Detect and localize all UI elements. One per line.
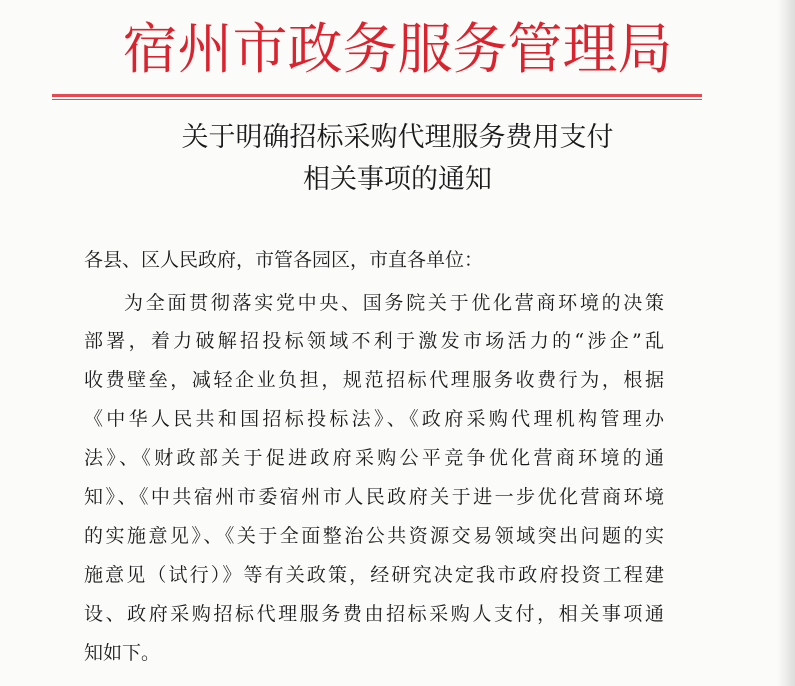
header-red-rule [52, 94, 702, 100]
salutation: 各县、区人民政府，市管各园区，市直各单位： [84, 249, 484, 271]
title-line-1: 关于明确招标采购代理服务费用支付 [181, 122, 614, 153]
body-line: 知》、《中共宿州市委宿州市人民政府关于进一步优化营商环境 [84, 486, 664, 508]
body-line: 为全面贯彻落实党中央、国务院关于优化营商环境的决策 [124, 292, 664, 314]
title-line-2: 相关事项的通知 [303, 164, 492, 195]
body-line: 知如下。 [84, 642, 161, 664]
body-line: 收费壁垒，减轻企业负担，规范招标代理服务收费行为，根据 [84, 369, 664, 391]
body-line: 法》、《财政部关于促进政府采购公平竞争优化营商环境的通 [84, 447, 664, 469]
page-edge-shadow [777, 0, 795, 686]
body-line: 施意见（试行）》等有关政策，经研究决定我市政府投资工程建 [84, 564, 664, 586]
body-line: 设、政府采购招标代理服务费由招标采购人支付，相关事项通 [84, 603, 664, 625]
body-line: 《中华人民共和国招标投标法》、《政府采购代理机构管理办 [84, 408, 664, 430]
body-line: 的实施意见》、《关于全面整治公共资源交易领域突出问题的实 [84, 525, 664, 547]
body-line: 部署，着力破解招投标领域不利于激发市场活力的“涉企”乱 [84, 330, 664, 352]
notice-title [0, 117, 795, 201]
issuer-header: 宿州市政务服务管理局 [122, 17, 673, 81]
